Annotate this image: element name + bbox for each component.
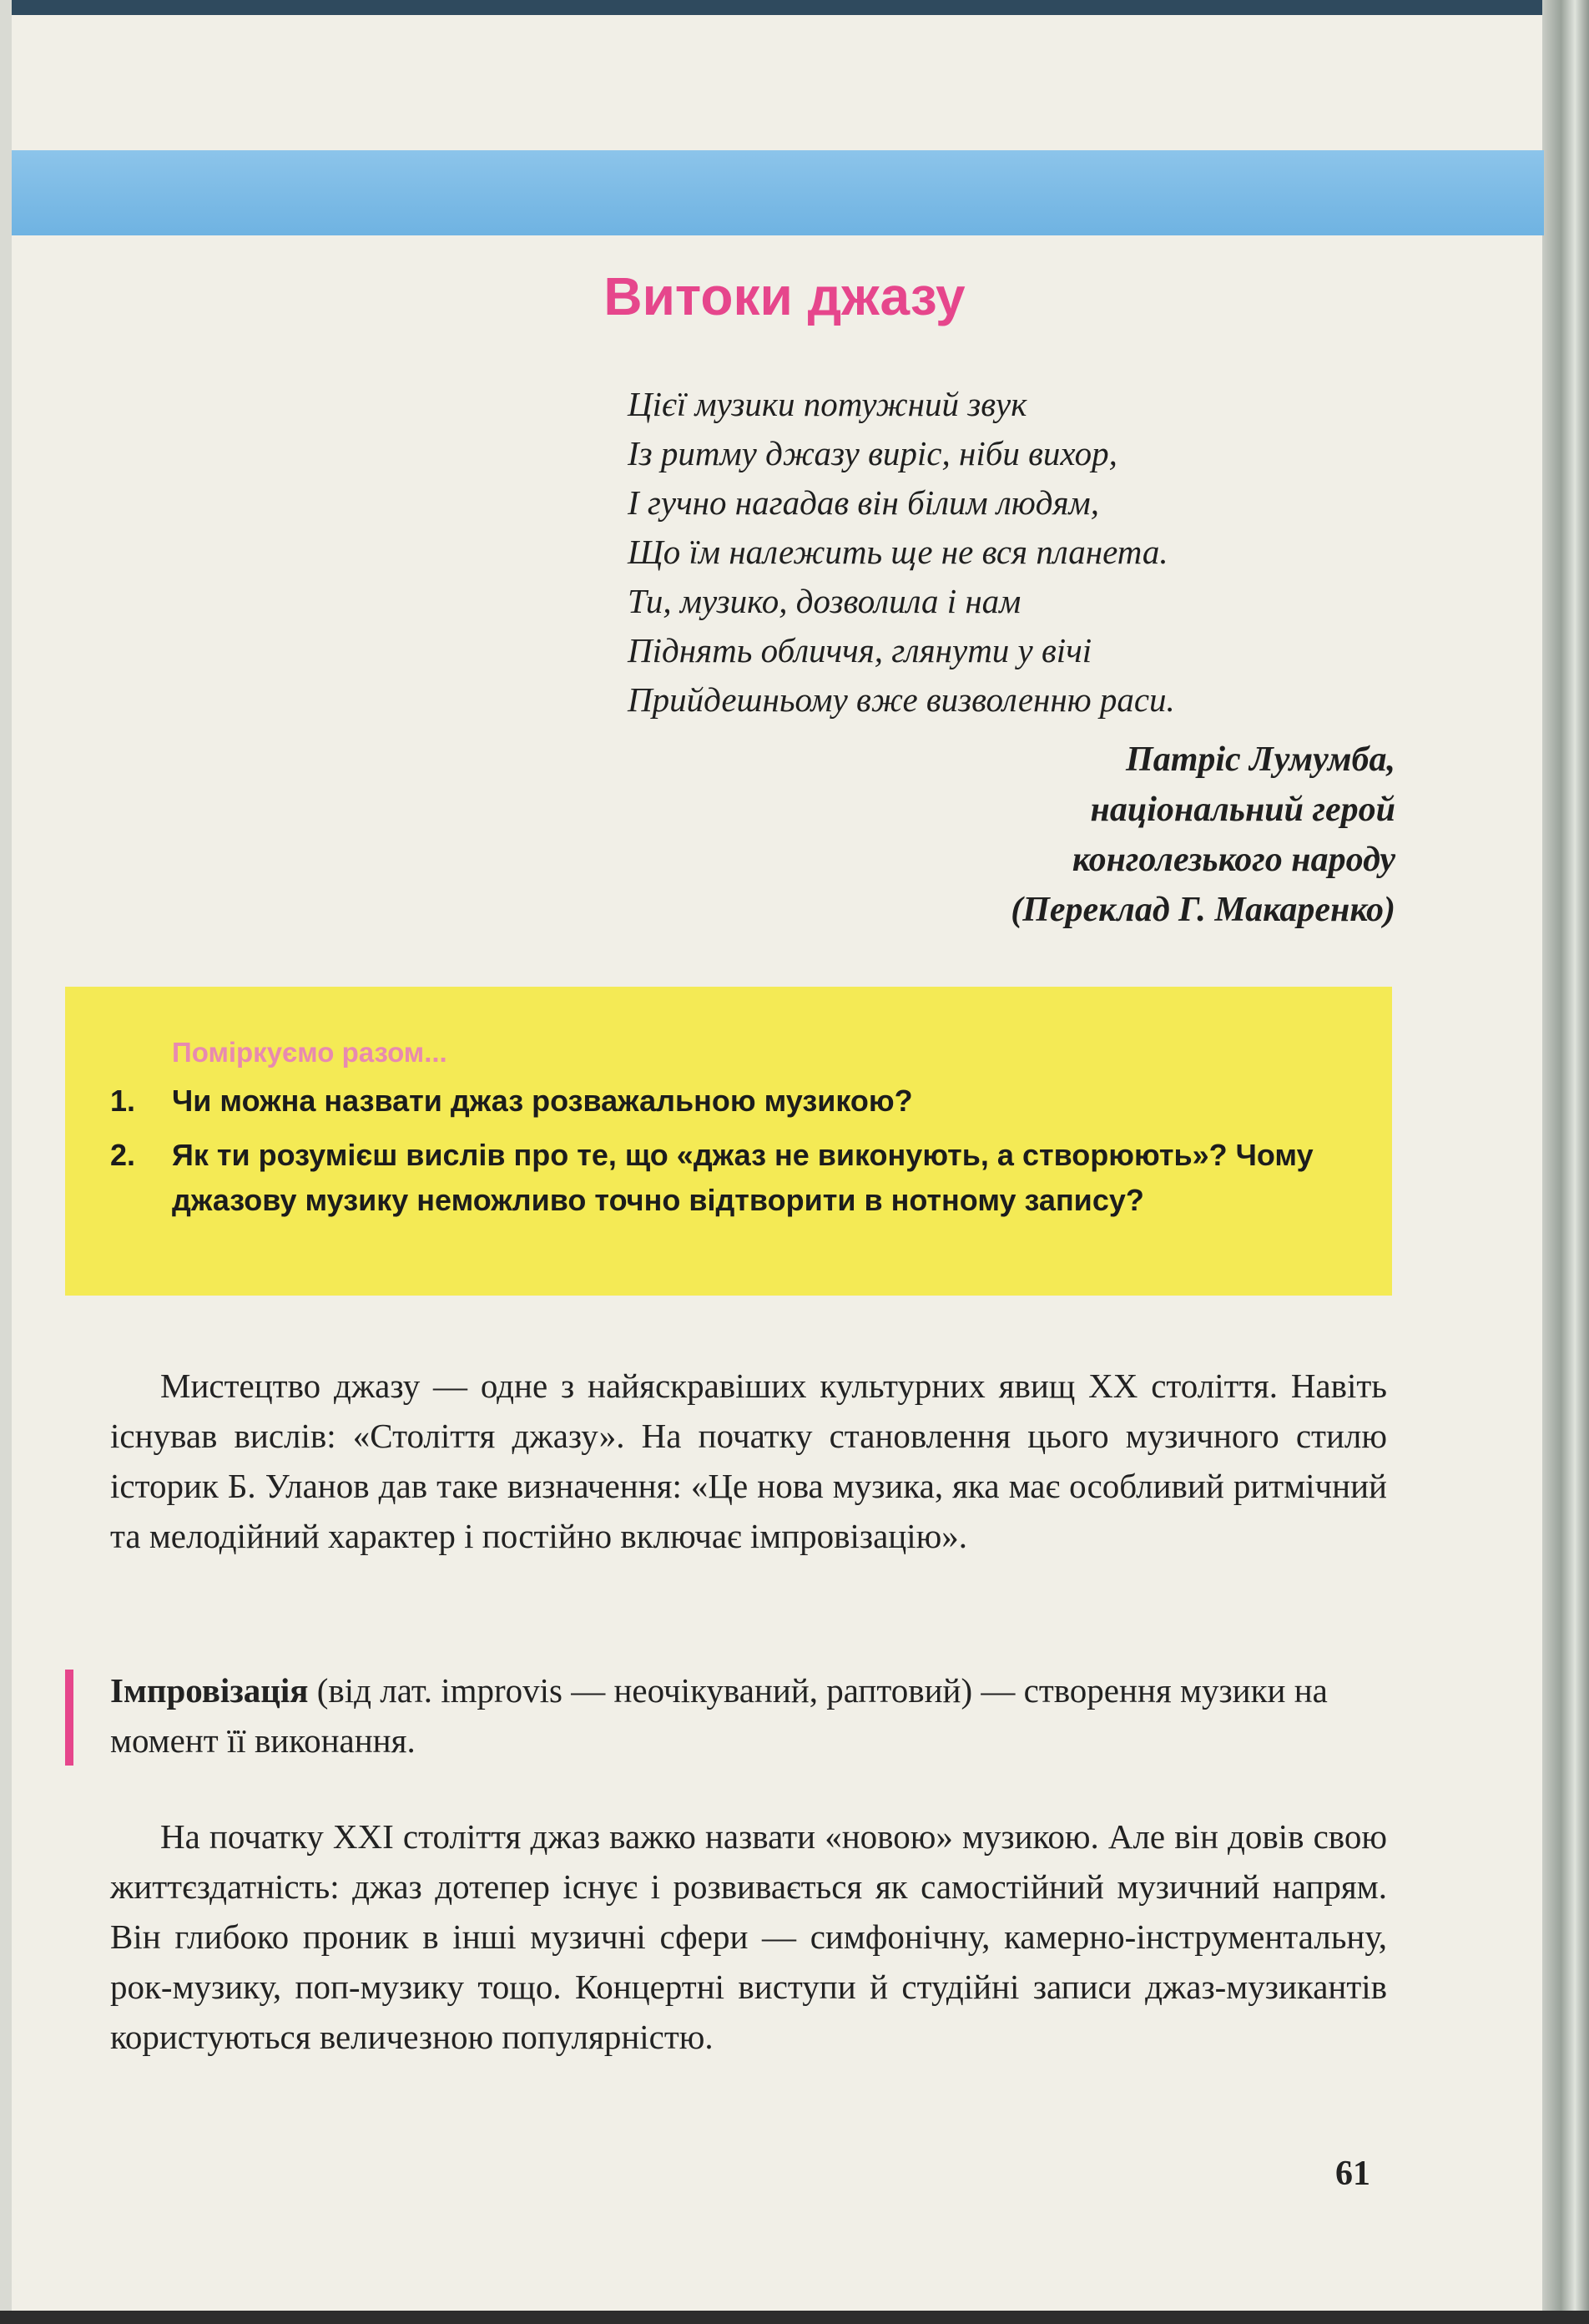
definition-marker <box>65 1670 73 1766</box>
poem-line: Ти, музико, дозволила і нам <box>628 582 1022 620</box>
page-edge-top <box>0 0 1589 15</box>
page-edge-left <box>0 0 12 2324</box>
question-number: 1. <box>110 1084 136 1118</box>
epigraph-poem <box>628 380 1395 725</box>
poem-line: Прийдешньому вже визволенню раси. <box>628 680 1175 719</box>
body-paragraph: Мистецтво джазу — одне з найяскравіших культурних явищ ХХ століття. Навіть існував вислів: «Століття джазу». На початку становлення цього музичного стилю історик Б. Уланов дав таке визначення: «Це нова музика, яка має особливий ритмічний та мелодійний характер і постійно включає імпровізацію». <box>110 1367 1387 1555</box>
page-edge-bottom <box>0 2311 1589 2324</box>
definition-term: Імпровізація <box>110 1671 309 1710</box>
poem-attribution <box>1011 735 1395 935</box>
page-title: Витоки джазу <box>603 266 966 326</box>
page-number: 61 <box>1335 2155 1370 2193</box>
poem-line: Піднять обличчя, глянути у вічі <box>628 631 1092 669</box>
attribution-line: національний герой <box>1090 791 1395 829</box>
poem-line: Що їм належить ще не вся планета. <box>628 533 1168 571</box>
header-band <box>12 150 1544 235</box>
attribution-line: конголезького народу <box>1072 841 1395 879</box>
discussion-title: Поміркуємо разом... <box>172 1037 447 1068</box>
question-number: 2. <box>110 1138 136 1172</box>
poem-line: Цієї музики потужний звук <box>628 385 1027 423</box>
question-text: Як ти розумієш вислів про те, що «джаз не виконують, а створюють»? Чому джазову музику неможливо точно відтворити в нотному запису? <box>172 1138 1314 1217</box>
poem-line: Із ритму джазу виріс, ніби вихор, <box>628 434 1117 472</box>
poem-line: І гучно нагадав він білим людям, <box>628 483 1099 522</box>
body-paragraph: На початку XXI століття джаз важко назвати «новою» музикою. Але він довів свою життєздатність: джаз дотепер існує і розвивається як самостійний музичний напрям. Він глибоко проник в інші музичні сфери — симфонічну, камерно-інструментальну, рок-музику, поп-музику тощо. Концертні виступи й студійні записи джаз-музикантів користуються величезною популярністю. <box>110 1817 1387 2056</box>
definition-block <box>110 1665 1387 1766</box>
attribution-line: (Переклад Г. Макаренко) <box>1011 891 1395 929</box>
page-edge-right <box>1542 0 1589 2324</box>
question-text: Чи можна назвати джаз розважальною музикою? <box>172 1084 913 1118</box>
definition-text: (від лат. improvis — неочікуваний, раптовий) — створення музики на момент її виконання. <box>110 1671 1328 1760</box>
discussion-box <box>65 987 1392 1296</box>
attribution-line: Патріс Лумумба, <box>1126 740 1395 779</box>
